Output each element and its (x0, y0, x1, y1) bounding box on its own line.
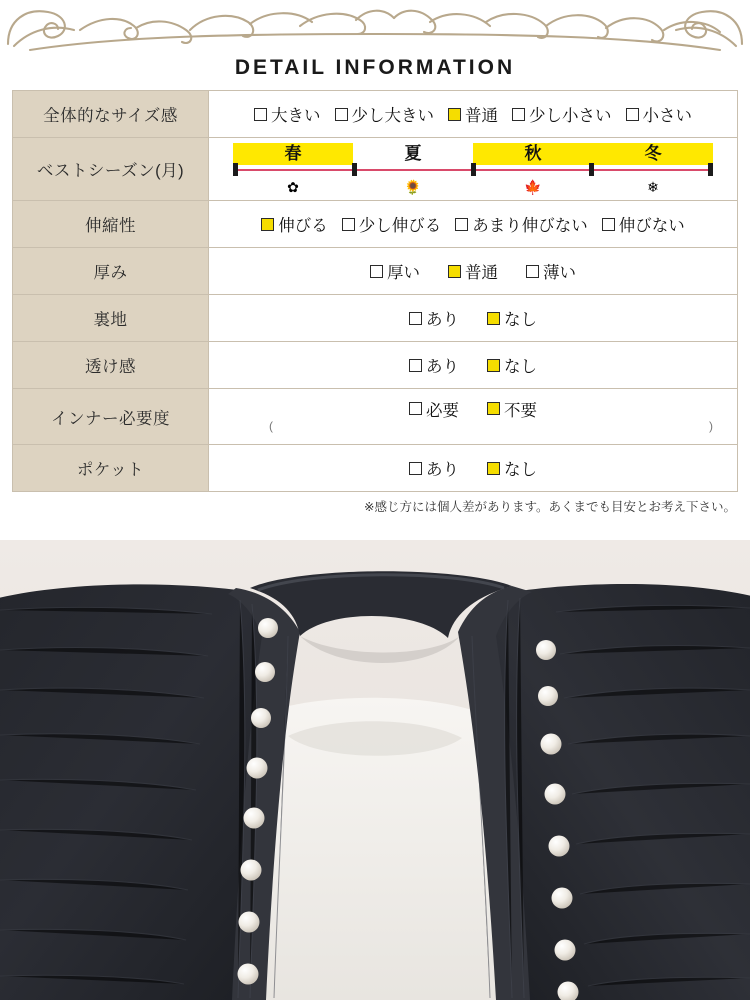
option-item[interactable] (335, 102, 435, 126)
table-row (13, 248, 738, 295)
row-value (209, 248, 738, 295)
season-winter: 冬 (593, 143, 713, 165)
table-row (13, 389, 738, 445)
option-label: 必要 (426, 401, 459, 420)
checkbox-icon[interactable] (409, 312, 422, 325)
option-item[interactable] (487, 456, 537, 480)
table-row (13, 342, 738, 389)
option-item[interactable] (487, 353, 537, 377)
option-item[interactable] (487, 306, 537, 330)
checkbox-icon[interactable] (626, 108, 639, 121)
option-item[interactable] (409, 397, 459, 421)
season-spring: 春 (233, 143, 353, 165)
row-label: 透け感 (13, 342, 209, 389)
disclaimer-note: ※感じ方には個人差があります。あくまでも目安とお考え下さい。 (364, 500, 736, 514)
checkbox-icon[interactable] (602, 218, 615, 231)
season-summer: 夏 (404, 144, 422, 163)
checkbox-checked-icon[interactable] (487, 312, 500, 325)
tick-mark (708, 163, 713, 176)
table-row (13, 91, 738, 138)
table-row (13, 138, 738, 201)
maple-leaf-icon: 🍁 (524, 179, 542, 195)
tick-mark (589, 163, 594, 176)
checkbox-icon[interactable] (254, 108, 267, 121)
option-label: あり (426, 461, 459, 479)
tick-mark (352, 163, 357, 176)
page-title: DETAIL INFORMATION (234, 56, 516, 79)
option-item[interactable] (626, 102, 693, 126)
checkbox-checked-icon[interactable] (487, 402, 500, 415)
row-label: ベストシーズン(月) (13, 138, 209, 201)
checkbox-icon[interactable] (335, 108, 348, 121)
option-item[interactable] (370, 259, 420, 283)
snowflake-icon: ❄ (647, 179, 659, 195)
row-value (209, 342, 738, 389)
season-icons (233, 178, 713, 198)
option-label: 普通 (465, 107, 498, 125)
option-label: 少し小さい (529, 107, 612, 125)
row-value (209, 91, 738, 138)
table-row (13, 445, 738, 492)
option-item[interactable] (409, 456, 459, 480)
decorative-flourish-icon (0, 0, 750, 52)
option-label: 大きい (271, 107, 321, 125)
checkbox-checked-icon[interactable] (487, 359, 500, 372)
table-row (13, 201, 738, 248)
row-value (209, 295, 738, 342)
option-label: 薄い (543, 264, 576, 282)
option-label: 小さい (642, 107, 692, 125)
checkbox-icon[interactable] (526, 265, 539, 278)
season-axis-ticks (233, 163, 713, 177)
checkbox-checked-icon[interactable] (448, 108, 461, 121)
option-item[interactable] (487, 397, 537, 421)
row-value (209, 445, 738, 492)
checkbox-checked-icon[interactable] (487, 462, 500, 475)
row-value (209, 201, 738, 248)
option-item[interactable] (409, 353, 459, 377)
checkbox-icon[interactable] (455, 218, 468, 231)
option-item[interactable] (261, 212, 328, 236)
checkbox-icon[interactable] (409, 462, 422, 475)
option-label: なし (504, 311, 537, 329)
season-labels (233, 143, 713, 165)
checkbox-checked-icon[interactable] (261, 218, 274, 231)
option-label: あまり伸びない (472, 217, 588, 235)
option-label: なし (504, 358, 537, 376)
sunflower-icon: 🌻 (404, 179, 422, 195)
option-label: 厚い (387, 264, 420, 282)
checkbox-icon[interactable] (342, 218, 355, 231)
option-label: 不要 (504, 401, 537, 420)
option-label: 普通 (465, 264, 498, 282)
row-label: ポケット (13, 445, 209, 492)
row-label: インナー必要度 (13, 389, 209, 445)
option-label: 伸びない (618, 217, 685, 235)
option-label: あり (426, 311, 459, 329)
option-label: あり (426, 358, 459, 376)
option-label: 少し大きい (351, 107, 434, 125)
option-label: なし (504, 461, 537, 479)
paren-left: ( (269, 418, 273, 433)
season-scale (209, 138, 738, 201)
option-label: 少し伸びる (358, 217, 442, 235)
table-row (13, 295, 738, 342)
paren-right: ) (709, 418, 713, 433)
tick-mark (471, 163, 476, 176)
option-item[interactable] (342, 212, 442, 236)
option-item[interactable] (409, 306, 459, 330)
row-label: 全体的なサイズ感 (13, 91, 209, 138)
option-item[interactable] (512, 102, 612, 126)
option-item[interactable] (455, 212, 588, 236)
detail-information-table (12, 90, 738, 492)
checkbox-icon[interactable] (370, 265, 383, 278)
row-label: 裏地 (13, 295, 209, 342)
row-label: 伸縮性 (13, 201, 209, 248)
row-value (209, 389, 738, 445)
product-photo (0, 540, 750, 1000)
option-item[interactable] (448, 259, 498, 283)
cardigan-illustration (0, 540, 750, 1000)
checkbox-icon[interactable] (512, 108, 525, 121)
tick-mark (233, 163, 238, 176)
flower-icon: ✿ (287, 179, 299, 195)
option-item[interactable] (526, 259, 576, 283)
checkbox-checked-icon[interactable] (448, 265, 461, 278)
inner-note-parentheses (209, 418, 737, 437)
option-item[interactable] (602, 212, 685, 236)
option-label: 伸びる (278, 217, 328, 235)
option-item[interactable] (448, 102, 498, 126)
checkbox-icon[interactable] (409, 402, 422, 415)
row-label: 厚み (13, 248, 209, 295)
checkbox-icon[interactable] (409, 359, 422, 372)
season-autumn: 秋 (473, 143, 593, 165)
option-item[interactable] (254, 102, 321, 126)
